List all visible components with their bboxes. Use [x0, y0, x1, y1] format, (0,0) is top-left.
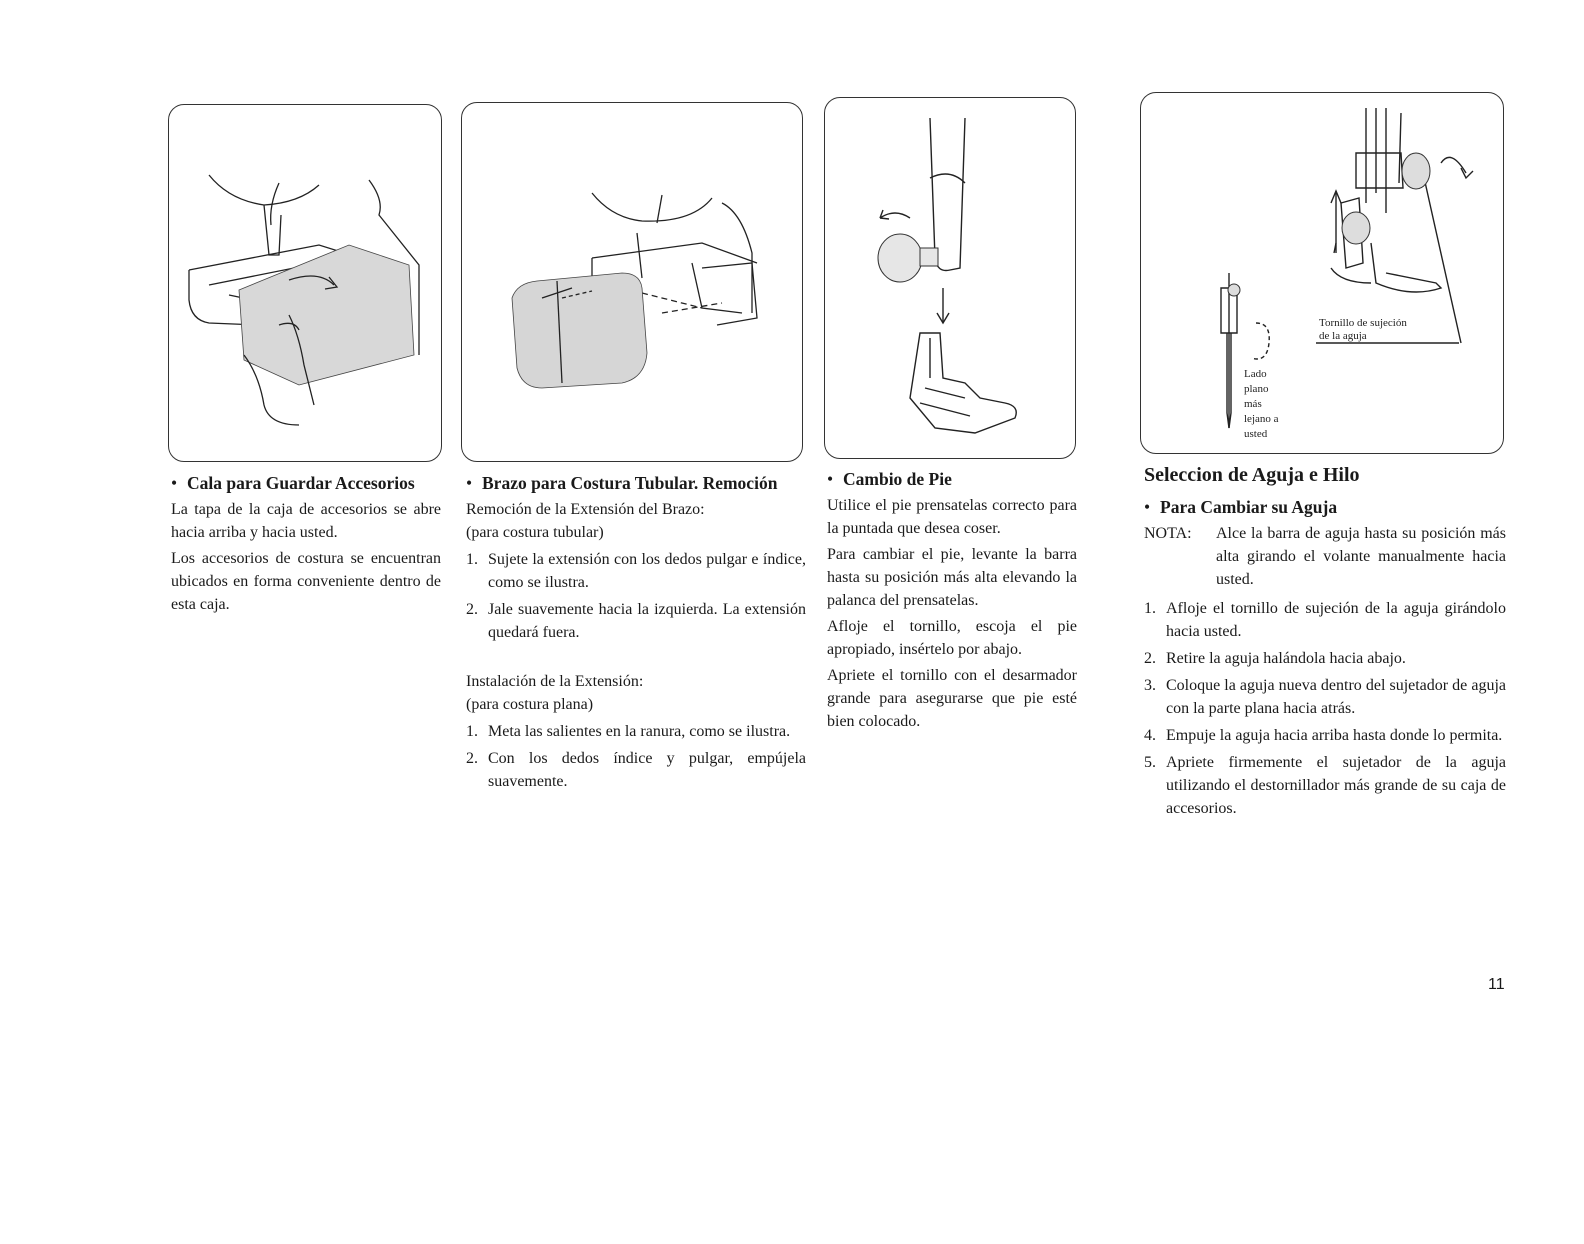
- needle-step: [1144, 751, 1506, 820]
- step-number: 1.: [466, 723, 478, 740]
- figure-tubular-arm: [461, 102, 803, 462]
- bullet: •: [171, 473, 178, 493]
- install-step: [466, 747, 806, 793]
- removal-intro-2: (para costura tubular): [466, 524, 604, 541]
- needle-title: Para Cambiar su Aguja: [1160, 497, 1338, 517]
- step-number: 2.: [1144, 650, 1156, 667]
- tubular-arm-heading: [466, 472, 806, 494]
- step-number: 5.: [1144, 754, 1156, 771]
- install-intro-1: Instalación de la Extensión:: [466, 673, 644, 690]
- page-number: 11: [1488, 976, 1505, 993]
- step-number: 2.: [466, 601, 478, 618]
- presser-foot-title: Cambio de Pie: [843, 469, 952, 489]
- accessory-box-illustration: [169, 105, 441, 461]
- needle-step: [1144, 724, 1506, 747]
- step-text: Apriete firmemente el sujetador de la aguja utilizando el destornillador más grande de su caja de accesorios.: [1166, 754, 1506, 817]
- presser-foot-paragraph-4: Apriete el tornillo con el desarmador grande para asegurarse que pie esté bien colocado.: [827, 667, 1077, 730]
- accessory-box-paragraph-1: La tapa de la caja de accesorios se abre hacia arriba y hacia usted.: [171, 501, 441, 541]
- step-text: Sujete la extensión con los dedos pulgar e índice, como se ilustra.: [488, 551, 806, 591]
- column-accessory-box: [171, 472, 441, 619]
- presser-foot-paragraph-2: Para cambiar el pie, levante la barra hasta su posición más alta elevando la palanca del prensatelas.: [827, 546, 1077, 609]
- needle-section-title: Seleccion de Aguja e Hilo: [1144, 464, 1360, 486]
- removal-intro-1: Remoción de la Extensión del Brazo:: [466, 501, 705, 518]
- step-text: Con los dedos índice y pulgar, empújela suavemente.: [488, 750, 806, 790]
- flat-label-4: lejano a: [1244, 413, 1279, 425]
- step-text: Empuje la aguja hacia arriba hasta donde lo permita.: [1166, 727, 1503, 744]
- flat-label-3: más: [1244, 398, 1262, 410]
- bullet: •: [1144, 497, 1151, 517]
- needle-note: [1144, 522, 1506, 591]
- needle-step: [1144, 674, 1506, 720]
- removal-step: [466, 548, 806, 594]
- flat-label-2: plano: [1244, 383, 1269, 395]
- step-text: Meta las salientes en la ranura, como se ilustra.: [488, 723, 791, 740]
- step-number: 3.: [1144, 677, 1156, 694]
- step-text: Coloque la aguja nueva dentro del sujetador de aguja con la parte plana hacia atrás.: [1166, 677, 1506, 717]
- screw-label-line1: Tornillo de sujeción: [1319, 317, 1407, 329]
- column-needle: [1144, 462, 1506, 824]
- needle-heading: [1144, 496, 1506, 518]
- tubular-arm-illustration: [462, 103, 802, 461]
- accessory-box-heading: [171, 472, 441, 494]
- step-number: 1.: [1144, 600, 1156, 617]
- note-label: NOTA:: [1144, 525, 1192, 542]
- presser-foot-illustration: [825, 98, 1075, 458]
- figure-accessory-box: [168, 104, 442, 462]
- bullet: •: [827, 469, 834, 489]
- screw-label-line2: de la aguja: [1319, 330, 1367, 342]
- step-text: Retire la aguja halándola hacia abajo.: [1166, 650, 1406, 667]
- flat-label-1: Lado: [1244, 368, 1267, 380]
- step-text: Afloje el tornillo de sujeción de la aguja girándolo hacia usted.: [1166, 600, 1506, 640]
- accessory-box-title: Cala para Guardar Accesorios: [187, 473, 415, 493]
- flat-label-5: usted: [1244, 428, 1268, 440]
- presser-foot-heading: [827, 468, 1077, 490]
- step-text: Jale suavemente hacia la izquierda. La extensión quedará fuera.: [488, 601, 806, 641]
- removal-step: [466, 598, 806, 644]
- presser-foot-paragraph-1: Utilice el pie prensatelas correcto para la puntada que desea coser.: [827, 497, 1077, 537]
- tubular-arm-title: Brazo para Costura Tubular. Remoción: [482, 473, 778, 493]
- accessory-box-paragraph-2: Los accesorios de costura se encuentran ubicados en forma conveniente dentro de esta caja.: [171, 550, 441, 613]
- bullet: •: [466, 473, 473, 493]
- presser-foot-paragraph-3: Afloje el tornillo, escoja el pie apropiado, insértelo por abajo.: [827, 618, 1077, 658]
- note-text: Alce la barra de aguja hasta su posición más alta girando el volante manualmente hacia usted.: [1216, 525, 1506, 588]
- column-presser-foot: [827, 468, 1077, 736]
- step-number: 4.: [1144, 727, 1156, 744]
- figure-presser-foot: [824, 97, 1076, 459]
- needle-step: [1144, 647, 1506, 670]
- figure-needle-change: [1140, 92, 1504, 454]
- needle-step: [1144, 597, 1506, 643]
- install-step: [466, 720, 806, 743]
- step-number: 2.: [466, 750, 478, 767]
- step-number: 1.: [466, 551, 478, 568]
- column-tubular-arm: [466, 472, 806, 797]
- needle-change-illustration: [1141, 93, 1503, 453]
- install-intro-2: (para costura plana): [466, 696, 594, 713]
